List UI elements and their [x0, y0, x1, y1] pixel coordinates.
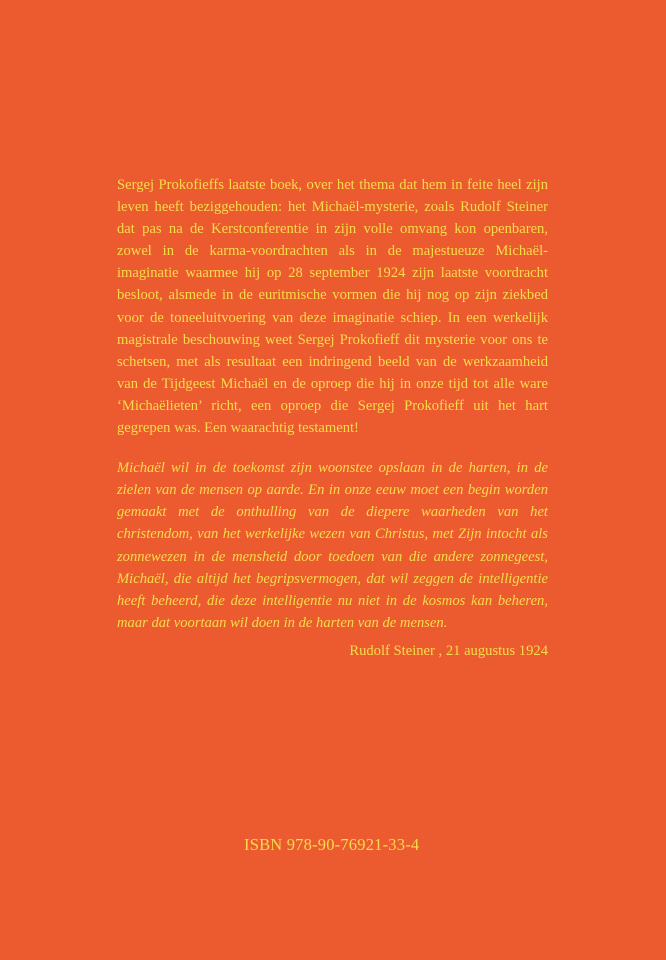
steiner-quote: Michaël wil in de toekomst zijn woonstee opslaan in de harten, in de zielen van de mensen op aarde. En in onze eeuw moet een begin worden gemaakt met de onthulling van de diepere waarheden van het christendom, van het werkelijke wezen van Christus, met Zijn intocht als zonnewezen in de mensheid door toedoen van die andere zonnegeest, Michaël, die altijd het begripsvermogen, dat wil zeggen de intelligentie heeft beheerd, die deze intelligentie nu niet in de kosmos kan beheren, maar dat voortaan wil doen in de harten van de mensen. [117, 460, 548, 631]
isbn-number: ISBN 978-90-76921-33-4 [244, 835, 420, 854]
quote-attribution: Rudolf Steiner , 21 augustus 1924 [349, 642, 548, 659]
book-description: Sergej Prokofieffs laatste boek, over het thema dat hem in feite heel zijn leven heeft beziggehouden: het Michaël-mysterie, zoals Rudolf Steiner dat pas na de Kerstconferentie in zijn volle omvang kon openbaren, zowel in de karma-voordrachten als in de majestueuze Michaël-imaginatie waarmee hij op 28 september 1924 zijn laatste voordracht besloot, alsmede in de euritmische vormen die hij nog op zijn ziekbed voor de toneeluitvoering van deze imaginatie schiep. In een werkelijk magistrale beschouwing weet Sergej Prokofieff dit mysterie voor ons te schetsen, met als resultaat een indringend beeld van de werkzaamheid van de Tijdgeest Michaël en de oproep die hij in onze tijd tot alle ware ‘Michaëlieten’ richt, een oproep die Sergej Prokofieff uit het hart gegrepen was. Een waarachtig testament! [117, 177, 548, 437]
back-cover-text-block [117, 174, 548, 662]
